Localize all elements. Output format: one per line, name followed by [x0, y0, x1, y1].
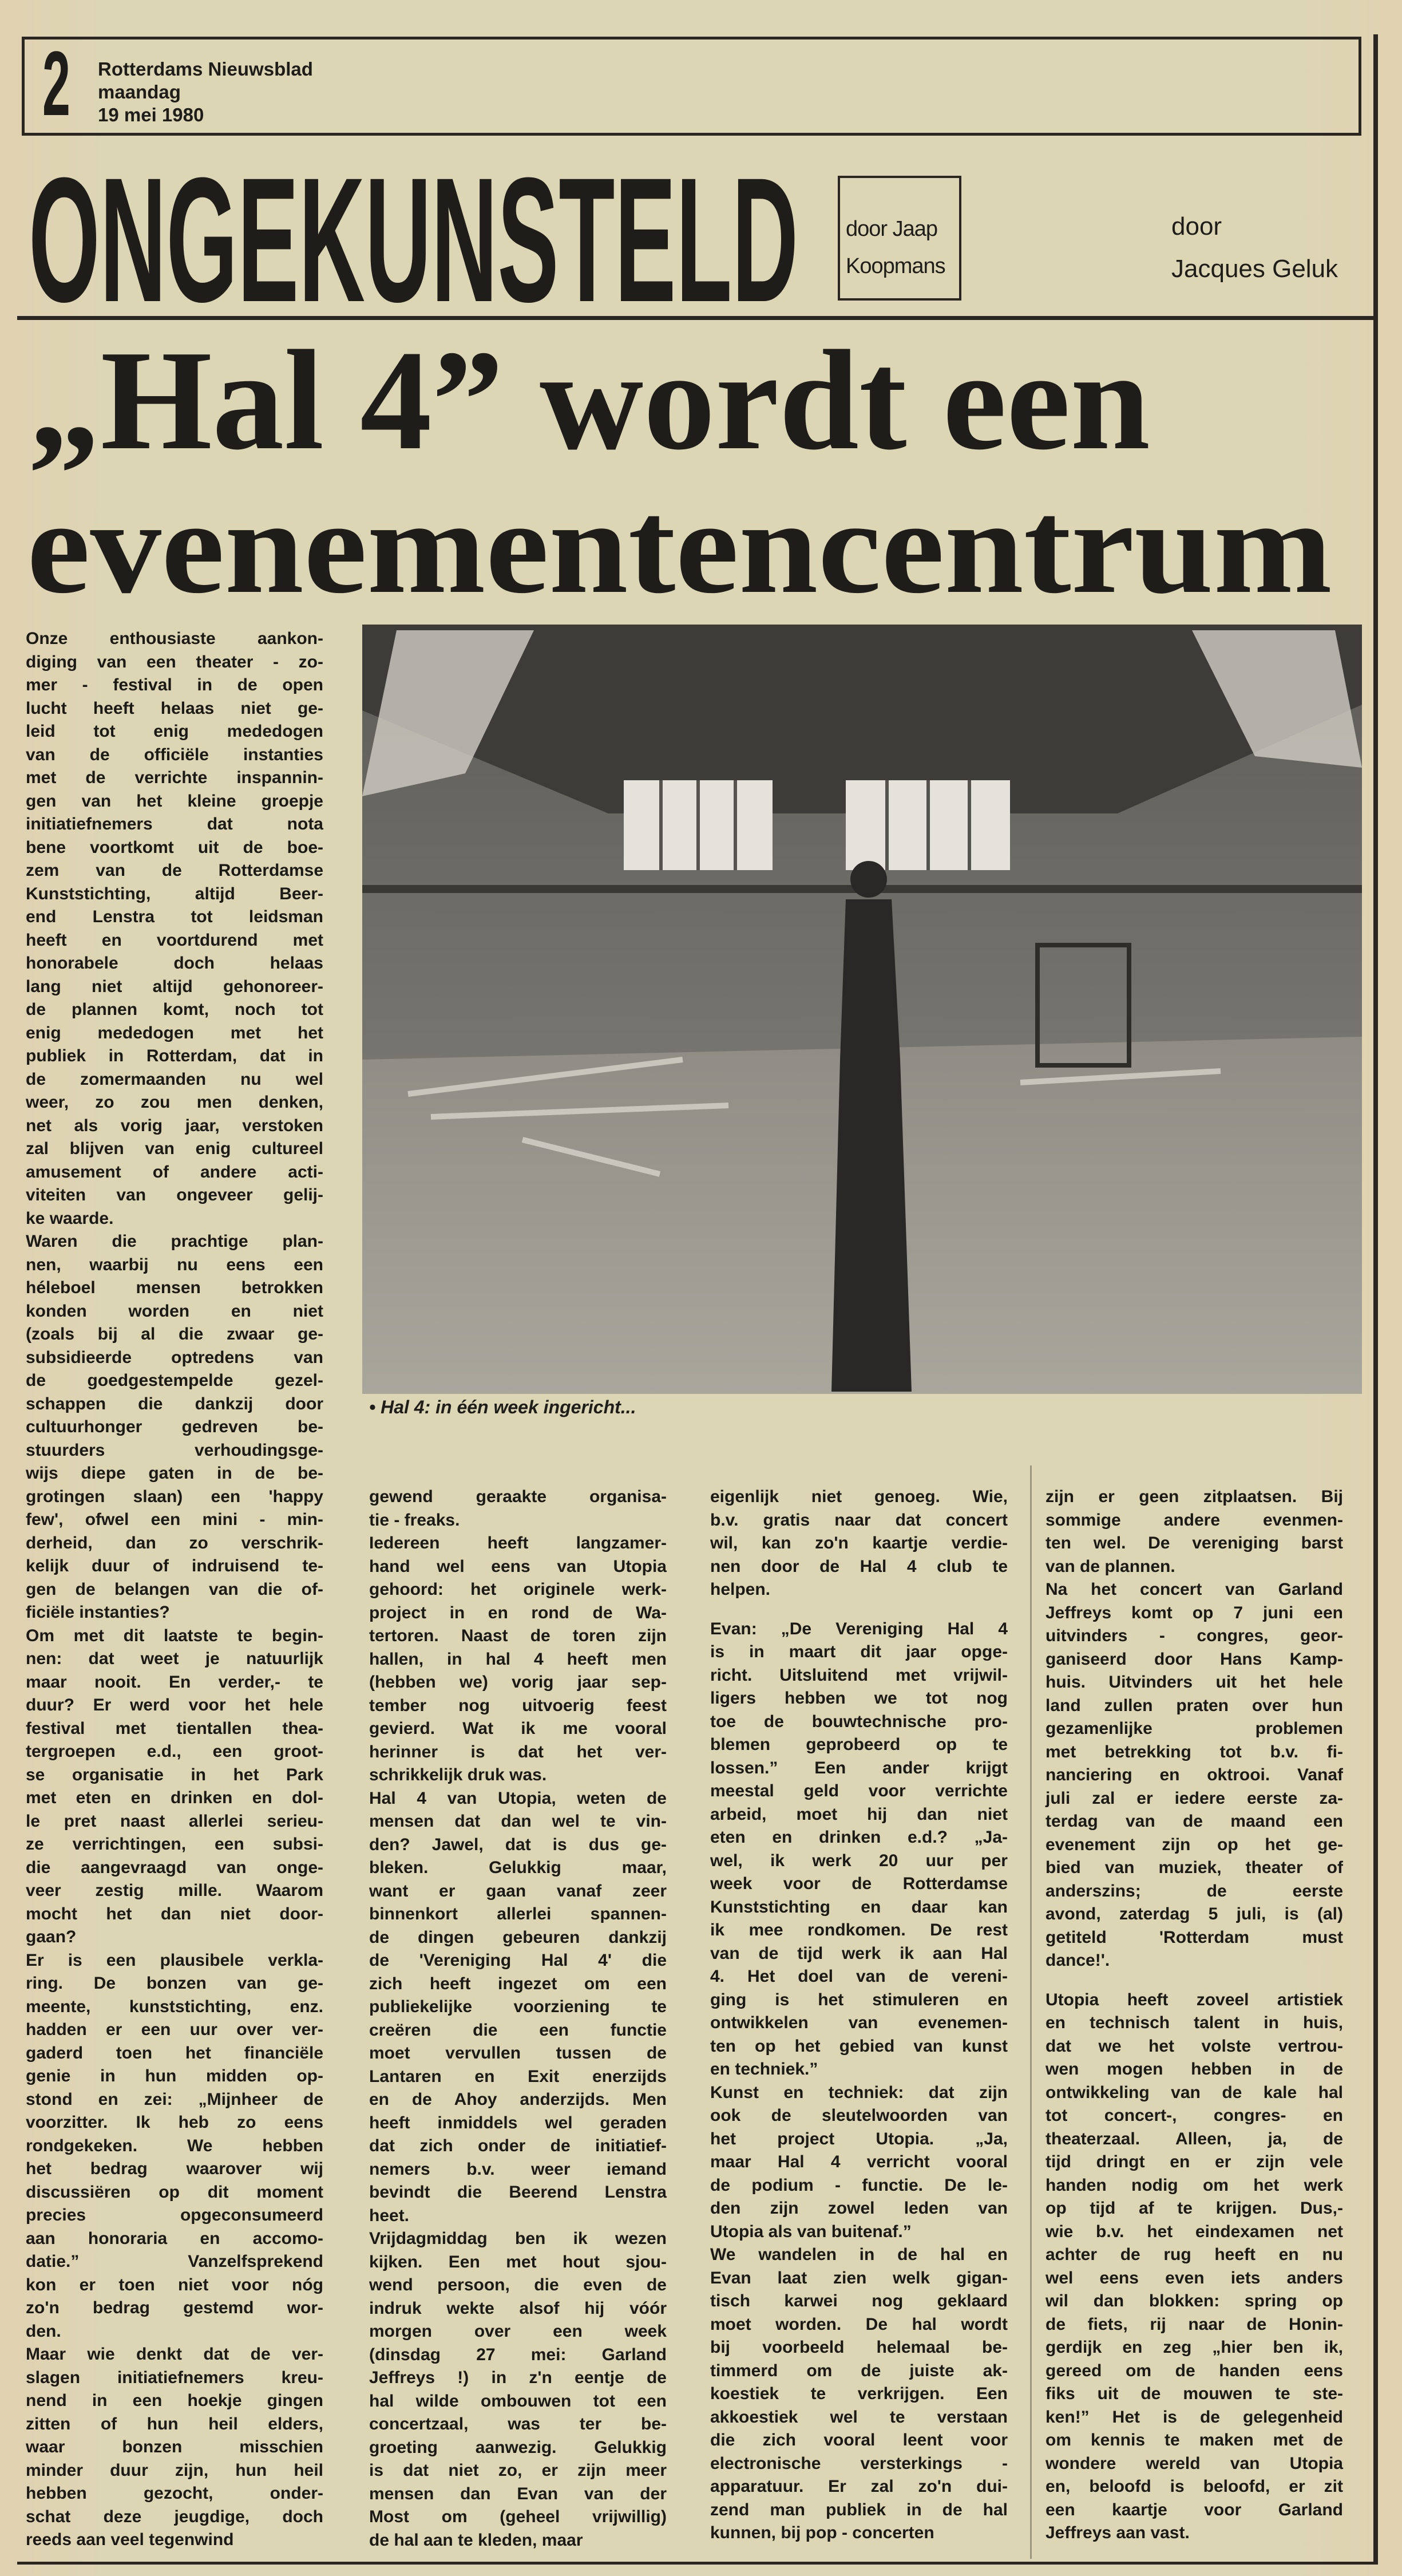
text-line: heet. — [369, 2206, 410, 2225]
text-line: rondgekeken. We hebben — [26, 2136, 323, 2155]
text-line: eten en drinken e.d.? „Ja- — [710, 1828, 1008, 1847]
text-line: ten op het gebied van kunst — [710, 2036, 1008, 2056]
text-line: het project Utopia. „Ja, — [710, 2129, 1008, 2148]
section-title — [29, 172, 807, 305]
text-line: tergroepen e.d., een groot- — [26, 1742, 323, 1761]
text-line: met eten en drinken en dol- — [26, 1788, 323, 1807]
text-line: dat zich onder de initiatief- — [369, 2136, 667, 2155]
text-line: gaan? — [26, 1927, 77, 1946]
text-line: uitvinders - congres, geor- — [1045, 1626, 1343, 1645]
text-line: is dat niet zo, er zijn meer — [369, 2461, 667, 2480]
text-line: juli zal er iedere eerste za- — [1045, 1788, 1343, 1808]
text-line: is in maart dit jaar opge- — [710, 1642, 1008, 1661]
column-author-prefix: door Jaap — [846, 217, 938, 241]
text-line: amusement of andere acti- — [26, 1162, 323, 1182]
text-line: meestal geld voor verrichte — [710, 1781, 1008, 1800]
text-line: koestiek te verkrijgen. Een — [710, 2384, 1008, 2403]
text-line: Om met dit laatste te begin- — [26, 1626, 323, 1645]
text-line: electronische versterkings - — [710, 2453, 1008, 2473]
text-line: nemers b.v. weer iemand — [369, 2159, 667, 2179]
text-line: veer zestig mille. Waarom — [26, 1881, 323, 1900]
text-line: diging van een theater - zo- — [26, 652, 323, 671]
footer-rule — [17, 2562, 1378, 2565]
text-line: le pret naast allerlei serieu- — [26, 1811, 323, 1831]
column-separator — [1030, 1465, 1032, 2559]
text-line: se organisatie in het Park — [26, 1765, 323, 1784]
text-line: viteiten van ongeveer gelij- — [26, 1186, 323, 1204]
text-line: mer - festival in de open — [26, 675, 323, 694]
text-line: bleken. Gelukkig maar, — [369, 1858, 667, 1877]
text-line: land zullen praten over hun — [1045, 1696, 1343, 1715]
text-line: op tijd af te krijgen. Dus,- — [1045, 2199, 1343, 2218]
text-line: ficiële instanties? — [26, 1603, 170, 1622]
text-line: precies opgeconsumeerd — [26, 2206, 323, 2225]
text-line: lucht heeft helaas niet ge- — [26, 698, 323, 718]
text-line: evenement zijn op het ge- — [1045, 1835, 1343, 1854]
text-line: tijd dringt en er zijn vele — [1045, 2152, 1343, 2171]
text-line: ging is het stimuleren en — [710, 1990, 1008, 2009]
text-line: grotingen slaan) een 'happy — [26, 1487, 323, 1506]
text-line: enig mededogen met het — [26, 1023, 323, 1042]
text-line: want er gaan vanaf zeer — [369, 1881, 667, 1901]
text-line: concertzaal, was ter be- — [369, 2415, 667, 2433]
text-line: bied van muziek, theater of — [1045, 1858, 1343, 1877]
text-line: avond, zaterdag 5 juli, is (al) — [1045, 1905, 1343, 1923]
paragraph — [26, 1949, 323, 2344]
photo-caption: • Hal 4: in één week ingericht... — [369, 1397, 636, 1417]
text-line: We wandelen in de hal en — [710, 2245, 1008, 2264]
text-line: cultuurhonger gedreven be- — [26, 1417, 323, 1436]
text-line: ring. De bonzen van ge- — [26, 1974, 323, 1993]
text-line: 4. Het doel van de vereni- — [710, 1967, 1008, 1986]
text-line: Jeffreys komt op 7 juni een — [1045, 1603, 1343, 1622]
text-line: week voor de Rotterdamse — [710, 1874, 1008, 1893]
text-line: herinner is dat het ver- — [369, 1742, 667, 1761]
text-line: de fiets, rij naar de Honin- — [1045, 2314, 1343, 2334]
text-line: gen van het kleine groepje — [26, 791, 323, 811]
text-line: waar bonzen misschien — [26, 2437, 323, 2456]
text-line: Jeffreys aan vast. — [1045, 2523, 1190, 2542]
text-line: anderszins; de eerste — [1045, 1881, 1343, 1901]
text-line: ze verrichtingen, een subsi- — [26, 1835, 323, 1854]
text-line: stond en zei: „Mijnheer de — [26, 2089, 323, 2109]
text-line: blemen geprobeerd op te — [710, 1735, 1008, 1754]
text-line: ontwikkelen van evenemen- — [710, 2013, 1008, 2032]
text-line: tertoren. Naast de toren zijn — [369, 1626, 667, 1645]
text-line: konden worden en niet — [26, 1301, 323, 1321]
text-line: publiek in Rotterdam, dat in — [26, 1046, 323, 1065]
text-line: duur? Er werd voor het hele — [26, 1696, 323, 1714]
publication-date: 19 mei 1980 — [98, 104, 204, 125]
text-line: nanciering en oktrooi. Vanaf — [1045, 1765, 1343, 1784]
text-line: toe de bouwtechnische pro- — [710, 1712, 1008, 1731]
text-line: tie - freaks. — [369, 1510, 460, 1530]
text-line: stuurders verhoudingsge- — [26, 1440, 323, 1460]
text-line: wil dan blokken: spring op — [1045, 2291, 1343, 2310]
text-line: arbeid, moet hij dan niet — [710, 1804, 1008, 1824]
text-line: héleboel mensen betrokken — [26, 1278, 323, 1297]
text-line: de podium - functie. De le- — [710, 2175, 1008, 2195]
text-line: van de plannen. — [1045, 1556, 1175, 1576]
text-line: om kennis te maken met de — [1045, 2431, 1343, 2449]
byline-prefix: door — [1171, 212, 1222, 240]
text-line: de plannen komt, noch tot — [26, 1000, 323, 1019]
section-title-text: ONGEKUNSTELD — [29, 172, 798, 305]
text-line: Utopia als van buitenaf.” — [710, 2222, 912, 2241]
text-line: schappen die dankzij door — [26, 1394, 323, 1413]
text-line: wondere wereld van Utopia — [1045, 2453, 1343, 2473]
text-line: zitten of hun heil elders, — [26, 2414, 323, 2433]
text-line: van de officiële instanties — [26, 745, 323, 764]
text-line: getiteld 'Rotterdam must — [1045, 1927, 1343, 1947]
text-line: datie.” Vanzelfsprekend — [26, 2252, 323, 2271]
text-line: achter de rug heeft en nu — [1045, 2245, 1343, 2264]
text-line: moet vervullen tussen de — [369, 2044, 667, 2063]
text-line: wijs diepe gaten in de be- — [26, 1464, 323, 1483]
text-line: tember nog uitvoerig feest — [369, 1696, 667, 1715]
text-line: schat deze jeugdige, doch — [26, 2507, 323, 2526]
text-line: Onze enthousiaste aankon- — [26, 629, 323, 648]
text-line: ik mee rondkomen. De rest — [710, 1921, 1008, 1939]
page-number: 2 — [42, 32, 70, 135]
article-column-1 — [26, 627, 323, 2552]
text-line: ganiseerd door Hans Kamp- — [1045, 1649, 1343, 1669]
article-column-3 — [710, 1485, 1008, 2545]
paragraph — [710, 1618, 1008, 2081]
text-line: gen de belangen van die of- — [26, 1579, 323, 1599]
text-line: kon er toen niet voor nóg — [26, 2275, 323, 2294]
text-line: richt. Uitsluitend met vrijwil- — [710, 1665, 1008, 1685]
text-line: dance!'. — [1045, 1951, 1110, 1970]
paragraph — [1045, 1578, 1343, 1973]
text-line: wie b.v. het eindexamen net — [1045, 2222, 1343, 2241]
newspaper-name: Rotterdams Nieuwsblad — [98, 58, 313, 80]
text-line: (dinsdag 27 mei: Garland — [369, 2345, 667, 2364]
text-line: fiks uit de mouwen te ste- — [1045, 2384, 1343, 2403]
text-line: en techniek.” — [710, 2060, 818, 2079]
article-column-4 — [1045, 1485, 1343, 2545]
text-line: tot concert-, congres- en — [1045, 2106, 1343, 2125]
text-line: Maar wie denkt dat de ver- — [26, 2345, 323, 2364]
text-line: slagen initiatiefnemers kreu- — [26, 2368, 323, 2387]
text-line: creëren die een functie — [369, 2020, 667, 2040]
text-run: , weten de — [551, 1788, 667, 1808]
text-line: het bedrag waarover wij — [26, 2159, 323, 2178]
text-line: publiekelijke voorziening te — [369, 1997, 667, 2016]
text-line: ten wel. De vereniging barst — [1045, 1534, 1343, 1552]
text-line: apparatuur. Er zal zo'n dui- — [710, 2477, 1008, 2496]
text-line: die zich vooral leent voor — [710, 2431, 1008, 2449]
text-line: zal blijven van enig cultureel — [26, 1139, 323, 1158]
text-line: aan honoraria en accomo- — [26, 2229, 323, 2248]
byline-author: Jacques Geluk — [1171, 255, 1338, 283]
text-line: die aangevraagd van onge- — [26, 1858, 323, 1877]
text-line: moet worden. De hal wordt — [710, 2314, 1008, 2334]
paragraph — [710, 2081, 1008, 2244]
text-line: bevindt die Beerend Lenstra — [369, 2183, 667, 2202]
text-line: initiatiefnemers dat nota — [26, 815, 323, 833]
text-line: zijn er geen zitplaatsen. Bij — [1045, 1487, 1343, 1506]
text-line: discussiëren op dit moment — [26, 2182, 323, 2202]
headline-line-1: „Hal 4” wordt een — [29, 338, 1150, 480]
text-line: Vrijdagmiddag ben ik wezen — [369, 2229, 667, 2248]
text-line: gezamenlijke problemen — [1045, 1719, 1343, 1738]
text-line: project in en rond de Wa- — [369, 1603, 667, 1622]
text-line: een kaartje voor Garland — [1045, 2500, 1343, 2519]
text-line: maar nooit. En verder,- te — [26, 1672, 323, 1692]
text-line: morgen over een week — [369, 2322, 667, 2341]
text-line: Iedereen heeft langzamer- — [369, 1534, 667, 1552]
text-line: timmerd om de juiste ak- — [710, 2361, 1008, 2380]
text-line: en technisch talent in huis, — [1045, 2013, 1343, 2032]
paragraph — [26, 1230, 323, 1625]
text-line: gewend geraakte organisa- — [369, 1487, 667, 1506]
text-line: nen: dat weet je natuurlijk — [26, 1649, 323, 1668]
text-line: hand wel eens van Utopia — [369, 1556, 667, 1576]
text-line: zem van de Rotterdamse — [26, 861, 323, 880]
text-line: Jeffreys !) in z'n eentje de — [369, 2368, 667, 2387]
text-line: nend in een hoekje gingen — [26, 2391, 323, 2410]
text-line: (hebben we) vorig jaar sep- — [369, 1673, 667, 1692]
column-author-name: Koopmans — [846, 254, 945, 278]
text-line: de hal aan te kleden, maar — [369, 2530, 583, 2550]
publication-day: maandag — [98, 81, 181, 102]
text-line: hadden er een uur over ver- — [26, 2020, 323, 2039]
text-line: Kunststichting en daar kan — [710, 1897, 1008, 1917]
paragraph — [710, 2243, 1008, 2545]
text-line: nen, waarbij nu eens een — [26, 1255, 323, 1274]
text-line: zich heeft ingezet om een — [369, 1974, 667, 1993]
paragraph — [710, 1485, 1008, 1602]
text-line: Lantaren en Exit enerzijds — [369, 2067, 667, 2086]
text-line: hal wilde ombouwen tot een — [369, 2391, 667, 2411]
text-line: b.v. gratis naar dat concert — [710, 1510, 1008, 1530]
text-line: ken!” Het is de gelegenheid — [1045, 2407, 1343, 2427]
text-line: voorzitter. Ik heb zo eens — [26, 2113, 323, 2132]
text-line: schrikkelijk druk was. — [369, 1765, 547, 1784]
text-line: mensen dat dan wel te vin- — [369, 1812, 667, 1831]
text-line: gerdijk en zeg „hier ben ik, — [1045, 2338, 1343, 2357]
paragraph — [369, 1787, 667, 2228]
text-line: few', ofwel een mini - min- — [26, 1510, 323, 1529]
text-line: end Lenstra tot leidsman — [26, 907, 323, 926]
paragraph — [1045, 1485, 1343, 1578]
text-line: zend man publiek in de hal — [710, 2500, 1008, 2519]
text-line: net als vorig jaar, verstoken — [26, 1116, 323, 1135]
text-line: sommige andere evenmen- — [1045, 1510, 1343, 1530]
text-line: Evan: „De Vereniging Hal 4 — [710, 1619, 1008, 1638]
text-line: tisch karwei nog geklaard — [710, 2291, 1008, 2310]
text-line: hallen, in hal 4 heeft men — [369, 1649, 667, 1669]
text-line: gaderd toen het financiële — [26, 2043, 323, 2063]
text-line: Kunststichting, altijd Beer- — [26, 884, 323, 903]
text-line: Waren die prachtige plan- — [26, 1232, 323, 1251]
text-line: hebben gezocht, onder- — [26, 2484, 323, 2503]
headline — [23, 338, 1362, 607]
text-line: indruk wekte alsof hij vóór — [369, 2298, 667, 2318]
paragraph — [26, 627, 323, 1230]
text-line: honorabele doch helaas — [26, 954, 323, 973]
text-line: de 'Vereniging Hal 4' die — [369, 1951, 667, 1970]
text-line: met de verrichte inspannin- — [26, 768, 323, 787]
text-line: mocht het dan niet door- — [26, 1904, 323, 1923]
text-line: meente, kunststichting, enz. — [26, 1997, 323, 2016]
bold-lead-in: Hal 4 van Utopia — [369, 1788, 552, 1808]
text-line: den. — [26, 2321, 61, 2341]
text-line: en, beloofd is beloofd, er zit — [1045, 2477, 1343, 2496]
masthead-box — [22, 32, 1361, 136]
text-line: reeds aan veel tegenwind — [26, 2530, 234, 2549]
text-line: mensen dan Evan van der — [369, 2484, 667, 2503]
text-line: lossen.” Een ander krijgt — [710, 1758, 1008, 1777]
text-line: groeting aanwezig. Gelukkig — [369, 2437, 667, 2457]
text-line: binnenkort allerlei spannen- — [369, 1905, 667, 1923]
text-line: eigenlijk niet genoeg. Wie, — [710, 1487, 1008, 1506]
text-line: huis. Uitvinders uit het hele — [1045, 1673, 1343, 1692]
text-line: lang niet altijd gehonoreer- — [26, 977, 323, 996]
text-line: Na het concert van Garland — [1045, 1580, 1343, 1599]
text-line: de goedgestempelde gezel- — [26, 1371, 323, 1390]
text-line: wen mogen hebben in de — [1045, 2060, 1343, 2079]
column-author-box — [838, 176, 961, 301]
header-rule — [17, 316, 1377, 320]
text-line: kunnen, bij pop - concerten — [710, 2523, 934, 2542]
text-line: ke waarde. — [26, 1208, 114, 1228]
text-line: theaterzaal. Alleen, ja, de — [1045, 2129, 1343, 2148]
text-line: wil, kan zo'n kaartje verdie- — [710, 1534, 1008, 1552]
text-line — [369, 1787, 667, 1811]
paragraph — [26, 1625, 323, 1949]
text-line: den zijn zowel leden van — [710, 2199, 1008, 2218]
text-line: helpen. — [710, 1580, 771, 1599]
text-line: akkoestiek wel te verstaan — [710, 2407, 1008, 2427]
text-line: derheid, dan zo verschrik- — [26, 1533, 323, 1552]
text-line: gereed om de handen eens — [1045, 2361, 1343, 2380]
text-line: subsidieerde optredens van — [26, 1348, 323, 1367]
hall-photo — [362, 625, 1362, 1394]
text-line: van de tijd werk ik aan Hal — [710, 1943, 1008, 1963]
text-line: kijken. Een met hout sjou- — [369, 2252, 667, 2271]
paragraph — [1045, 1989, 1343, 2545]
text-line: ontwikkeling van de kale hal — [1045, 2083, 1343, 2102]
text-line: festival met tientallen thea- — [26, 1718, 323, 1738]
text-line: genie in hun midden op- — [26, 2067, 323, 2085]
text-line: wel eens even iets anders — [1045, 2268, 1343, 2287]
text-line: leid tot enig mededogen — [26, 722, 323, 741]
paragraph — [369, 1485, 667, 1532]
text-line: (zoals bij al die zwaar ge- — [26, 1325, 323, 1344]
text-line: weer, zo zou men denken, — [26, 1093, 323, 1112]
text-line: den? Jawel, dat is dus ge- — [369, 1835, 667, 1854]
text-line: Er is een plausibele verkla- — [26, 1950, 323, 1970]
text-line: Kunst en techniek: dat zijn — [710, 2083, 1008, 2102]
text-line: ook de sleutelwoorden van — [710, 2106, 1008, 2125]
text-line: zo'n bedrag gestemd wor- — [26, 2298, 323, 2317]
text-line: gehoord: het originele werk- — [369, 1580, 667, 1599]
text-line: heeft inmiddels wel geraden — [369, 2113, 667, 2132]
article-column-2 — [369, 1485, 667, 2552]
text-line: bij voorbeeld helemaal be- — [710, 2338, 1008, 2357]
text-line: wel, ik werk 20 uur per — [710, 1851, 1008, 1870]
text-line: minder duur zijn, hun heil — [26, 2460, 323, 2480]
headline-line-2: evenementencentrum — [27, 472, 1332, 607]
text-line: ligers hebben we tot nog — [710, 1689, 1008, 1708]
text-line: gevierd. Wat ik me vooral — [369, 1719, 667, 1738]
text-line: handen nodig om het werk — [1045, 2175, 1343, 2195]
text-line: dat we het volste vertrou- — [1045, 2036, 1343, 2056]
text-line: bene voortkomt uit de boe- — [26, 837, 323, 857]
text-line: maar Hal 4 verricht vooral — [710, 2152, 1008, 2171]
text-line: terdag van de maand een — [1045, 1812, 1343, 1831]
text-line: nen door de Hal 4 club te — [710, 1556, 1008, 1576]
text-line: de dingen gebeuren dankzij — [369, 1927, 667, 1947]
text-line: Utopia heeft zoveel artistiek — [1045, 1990, 1343, 2009]
paragraph — [369, 1532, 667, 1787]
text-line: heeft en voortdurend met — [26, 930, 323, 950]
text-line: en de Ahoy anderzijds. Men — [369, 2090, 667, 2109]
text-line: Most om (geheel vrijwillig) — [369, 2507, 667, 2526]
paragraph — [369, 2227, 667, 2552]
column-rule — [1373, 34, 1378, 2565]
text-line: met betrekking tot b.v. fi- — [1045, 1742, 1343, 1761]
paragraph — [26, 2343, 323, 2552]
text-line: Evan laat zien welk gigan- — [710, 2268, 1008, 2287]
text-line: wend persoon, die even de — [369, 2275, 667, 2294]
text-line: kelijk duur of indruisend te- — [26, 1556, 323, 1575]
text-line: de zomermaanden nu wel — [26, 1069, 323, 1089]
